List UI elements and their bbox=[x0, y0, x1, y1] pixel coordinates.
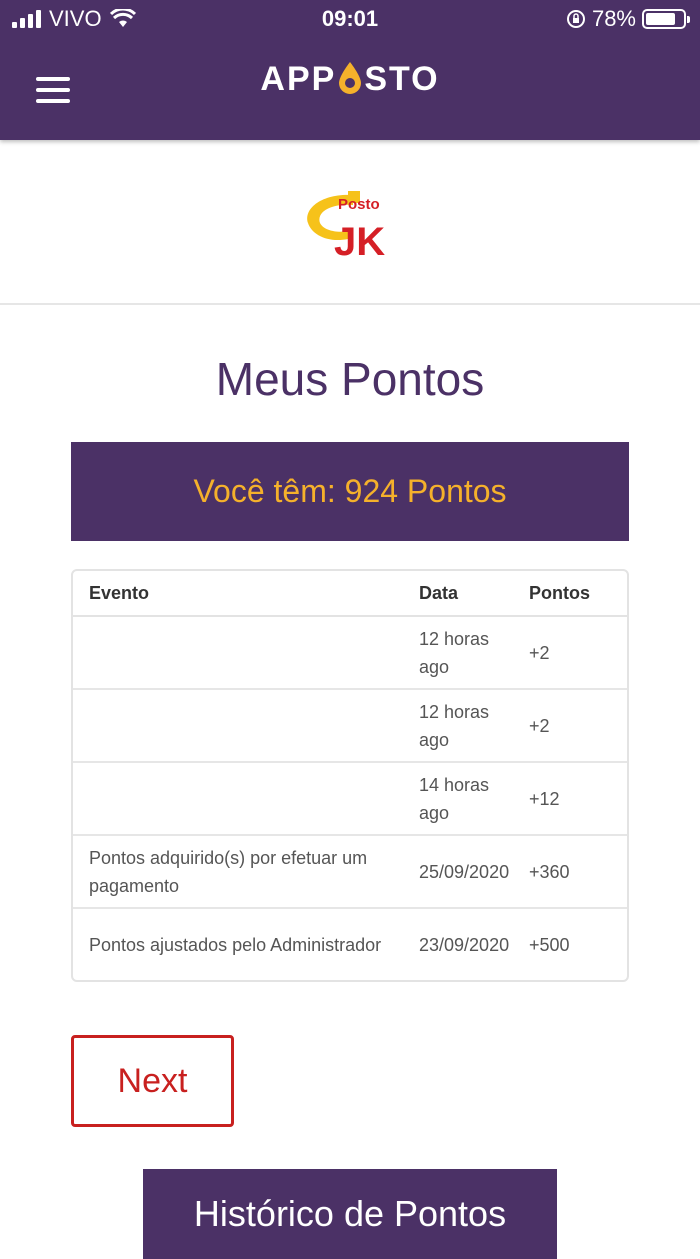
points-table bbox=[71, 569, 629, 982]
page-title: Meus Pontos bbox=[215, 353, 485, 405]
cell-pontos: +12 bbox=[515, 762, 627, 835]
posto-jk-logo bbox=[298, 183, 398, 263]
svg-text:JK: JK bbox=[334, 220, 386, 263]
table-row bbox=[73, 835, 627, 908]
cell-pontos: +2 bbox=[529, 642, 550, 663]
orientation-lock-icon bbox=[566, 9, 586, 29]
cell-data: 12 horas ago bbox=[419, 628, 490, 677]
drop-icon bbox=[337, 61, 363, 95]
cell-data: 12 horas ago bbox=[403, 689, 515, 762]
apposto-logo bbox=[0, 60, 700, 99]
column-header-evento: Evento bbox=[73, 571, 403, 616]
cell-evento bbox=[73, 762, 403, 835]
cell-data: 25/09/2020 bbox=[403, 835, 515, 908]
table-row bbox=[73, 616, 627, 689]
battery-icon bbox=[642, 9, 686, 29]
cell-evento: Pontos adquirido(s) por efetuar um pagamento bbox=[73, 835, 403, 908]
points-balance-banner: Você têm: 924 Pontos bbox=[71, 442, 629, 541]
table-row bbox=[73, 762, 627, 835]
cell-evento: Pontos ajustados pelo Administrador bbox=[73, 908, 403, 980]
battery-percent: 78% bbox=[591, 6, 636, 31]
table-header-row bbox=[73, 571, 627, 616]
cell-evento bbox=[73, 616, 403, 689]
cell-data: 14 horas ago bbox=[403, 762, 515, 835]
cell-pontos: +2 bbox=[515, 689, 627, 762]
column-header-data: Data bbox=[403, 571, 515, 616]
battery-indicator bbox=[566, 6, 686, 32]
cell-data: 23/09/2020 bbox=[403, 908, 515, 980]
status-bar bbox=[0, 0, 700, 40]
column-header-pontos: Pontos bbox=[515, 571, 627, 616]
carrier-name: VIVO bbox=[49, 6, 102, 31]
brand-left-text: APP bbox=[260, 60, 337, 98]
brand-right-text: STO bbox=[364, 60, 440, 98]
points-history-button[interactable]: Histórico de Pontos bbox=[143, 1169, 557, 1259]
status-time: 09:01 bbox=[321, 6, 379, 31]
cell-pontos: +500 bbox=[515, 908, 627, 980]
cell-evento bbox=[73, 689, 403, 762]
app-header bbox=[0, 0, 700, 140]
table-row bbox=[73, 689, 627, 762]
svg-text:Posto: Posto bbox=[338, 196, 380, 213]
cell-pontos: +360 bbox=[515, 835, 627, 908]
table-row bbox=[73, 908, 627, 980]
station-logo-area bbox=[0, 140, 700, 305]
next-button[interactable]: Next bbox=[71, 1035, 234, 1127]
